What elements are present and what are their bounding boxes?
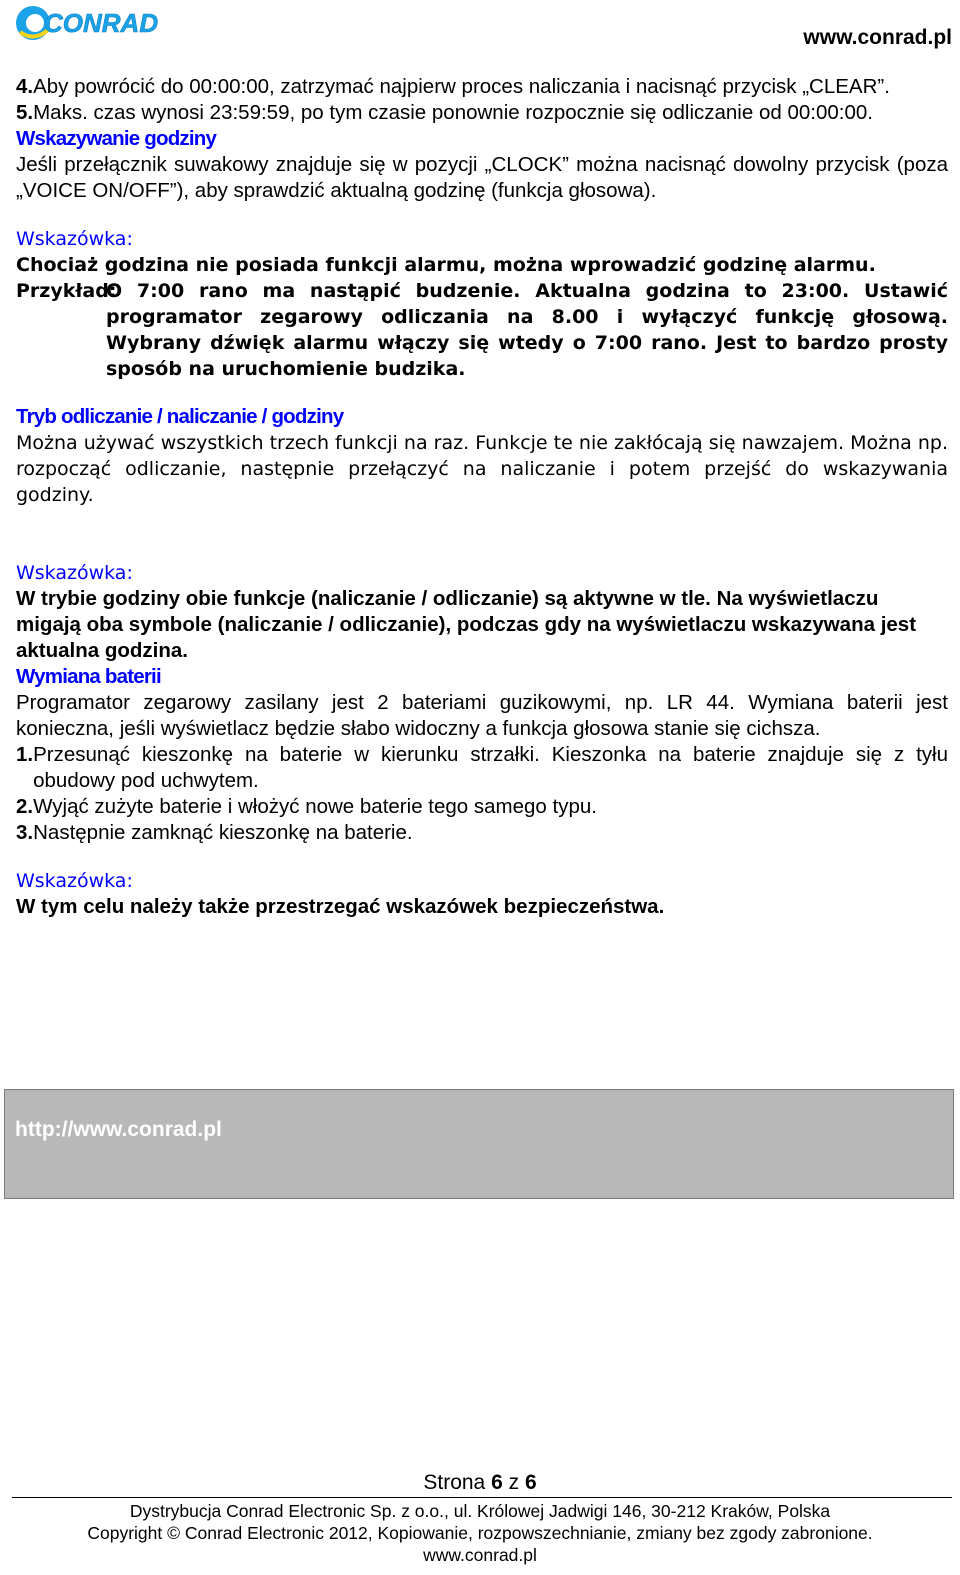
current-page: 6 — [491, 1471, 503, 1494]
step-number: 3. — [16, 821, 34, 844]
mode-section-text: Można używać wszystkich trzech funkcji na raz. Funkcje te nie zakłócają się nawzajem. Można np. rozpocząć odliczanie, następnie przełączyć na naliczanie i potem przejść do wskazywania godziny. — [16, 432, 948, 506]
footer-url-box — [4, 1089, 954, 1199]
footer-line-2: Copyright © Conrad Electronic 2012, Kopiowanie, rozpowszechnianie, zmiany bez zgody zabronione. — [87, 1523, 873, 1543]
logo-text: CONRAD — [44, 8, 159, 38]
conrad-logo-graphic — [14, 2, 164, 44]
intro-item-4 — [16, 74, 948, 100]
step-number: 1. — [16, 743, 34, 766]
step-text: Przesunąć kieszonkę na baterie w kierunku strzałki. Kieszonka na baterie znajduje się z tyłu obudowy pod uchwytem. — [33, 743, 948, 792]
section-heading-battery: Wymiana baterii — [16, 665, 161, 688]
total-pages: 6 — [524, 1471, 537, 1494]
tip3-text: W tym celu należy także przestrzegać wskazówek bezpieczeństwa. — [16, 895, 665, 918]
page-number: Strona 6 z 6 — [423, 1471, 537, 1494]
item-number: 4. — [16, 75, 34, 98]
footer-line-1: Dystrybucja Conrad Electronic Sp. z o.o., ul. Królowej Jadwigi 146, 30-212 Kraków, Polska — [129, 1501, 831, 1521]
example-label: Przykład: — [16, 280, 117, 302]
example-text: O 7:00 rano ma nastąpić budzenie. Aktualna godzina to 23:00. Ustawić programator zegarowy odliczania na 8.00 i wyłączyć funkcję głosową. Wybrany dźwięk alarmu włączy się wtedy o 7:00 rano. Jest to bardzo prosty sposób na uruchomienie budzika. — [106, 280, 948, 380]
tip1-example — [16, 278, 948, 382]
battery-step-2 — [16, 794, 948, 820]
step-text: Następnie zamknąć kieszonkę na baterie. — [33, 821, 413, 844]
header-site-url[interactable]: www.conrad.pl — [803, 26, 952, 49]
section-heading-modes: Tryb odliczanie / naliczanie / godziny — [16, 405, 344, 428]
footer-divider — [12, 1497, 952, 1498]
conrad-logo — [14, 2, 164, 44]
battery-step-1 — [16, 742, 948, 794]
footer-url-link[interactable]: http://www.conrad.pl — [15, 1118, 222, 1141]
item-text: Maks. czas wynosi 23:59:59, po tym czasie ponownie rozpocznie się odliczanie od 00:00:00. — [33, 101, 873, 124]
item-number: 5. — [16, 101, 34, 124]
battery-step-3 — [16, 820, 948, 846]
intro-item-5 — [16, 100, 948, 126]
tip1-line: Chociaż godzina nie posiada funkcji alarmu, można wprowadzić godzinę alarmu. — [16, 254, 876, 276]
battery-section-text: Programator zegarowy zasilany jest 2 bateriami guzikowymi, np. LR 44. Wymiana baterii jest konieczna, jeśli wyświetlacz będzie słabo widoczny a funkcja głosowa stanie się cichsza. — [16, 691, 948, 740]
section-heading-clock: Wskazywanie godziny — [16, 127, 217, 150]
item-text: Aby powrócić do 00:00:00, zatrzymać najpierw proces naliczania i nacisnąć przycisk „CLEAR”. — [33, 75, 890, 98]
footer-line-3[interactable]: www.conrad.pl — [423, 1545, 537, 1565]
tip-label: Wskazówka: — [16, 228, 133, 250]
tip-label: Wskazówka: — [16, 562, 133, 584]
document-body — [16, 74, 948, 920]
tip-label: Wskazówka: — [16, 870, 133, 892]
clock-section-text: Jeśli przełącznik suwakowy znajduje się w pozycji „CLOCK” można nacisnąć dowolny przycisk (poza „VOICE ON/OFF”), aby sprawdzić aktualną godzinę (funkcja głosowa). — [16, 153, 948, 202]
tip2-text: W trybie godziny obie funkcje (naliczanie / odliczanie) są aktywne w tle. Na wyświetlaczu migają oba symbole (naliczanie / odliczanie), podczas gdy na wyświetlaczu wskazywana jest aktualna godzina. — [16, 587, 917, 662]
step-text: Wyjąć zużyte baterie i włożyć nowe baterie tego samego typu. — [33, 795, 597, 818]
step-number: 2. — [16, 795, 34, 818]
